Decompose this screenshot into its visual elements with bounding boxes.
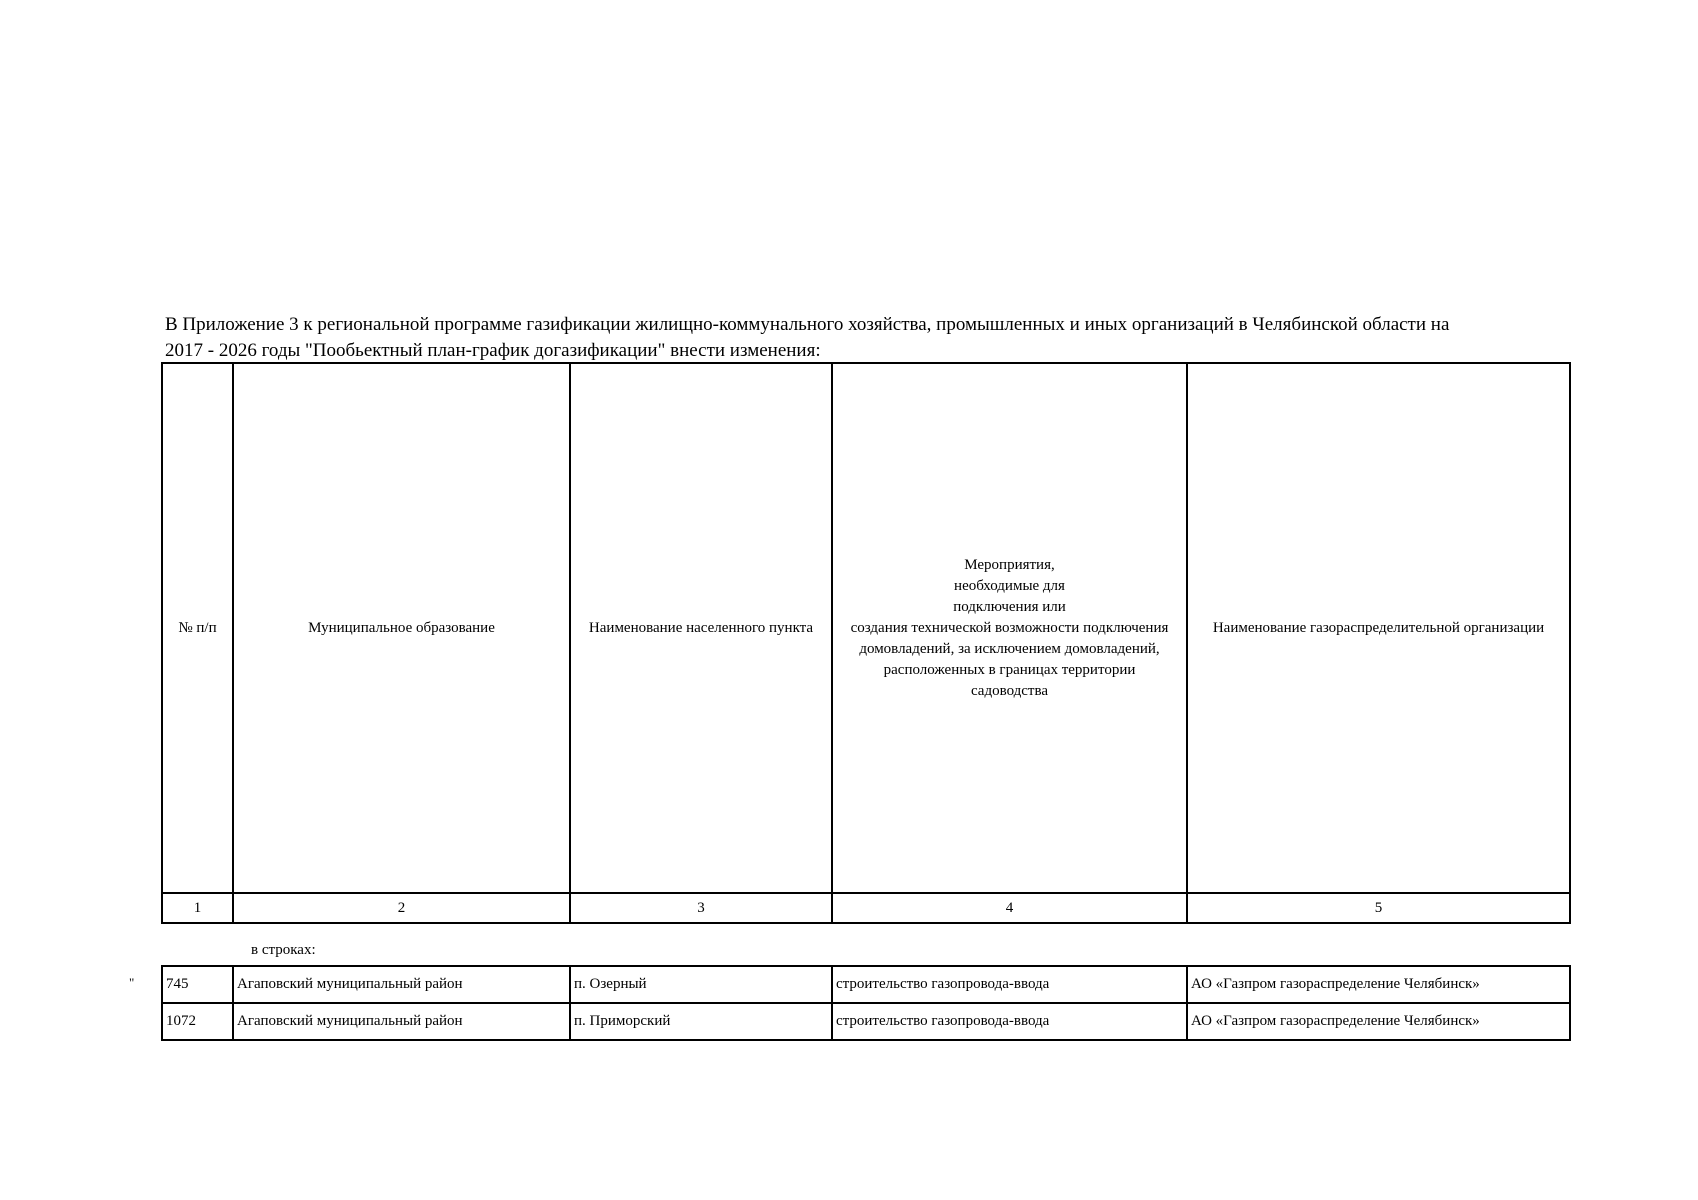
- column-number: 3: [570, 893, 832, 923]
- row-measure: строительство газопровода-ввода: [832, 1003, 1187, 1040]
- header-col-measures-line: расположенных в границах территории: [883, 661, 1136, 678]
- column-number: 2: [233, 893, 570, 923]
- data-table: [161, 965, 1571, 1041]
- row-municipality: Агаповский муниципальный район: [233, 966, 570, 1003]
- row-organization: АО «Газпром газораспределение Челябинск»: [1187, 966, 1570, 1003]
- row-measure: строительство газопровода-ввода: [832, 966, 1187, 1003]
- header-col-settlement: Наименование населенного пункта: [570, 363, 832, 893]
- rows-caption: в строках:: [251, 942, 316, 958]
- header-col-measures-line: необходимые для: [954, 577, 1065, 594]
- header-col-measures: [832, 363, 1187, 893]
- row-organization: АО «Газпром газораспределение Челябинск»: [1187, 1003, 1570, 1040]
- table-row: [162, 1003, 1570, 1040]
- opening-quote-mark: ": [129, 975, 135, 990]
- intro-text: [165, 312, 1565, 364]
- intro-line-2: 2017 - 2026 годы "Пообьектный план-график догазификации" внести изменения:: [165, 340, 821, 361]
- row-number: 1072: [162, 1003, 233, 1040]
- table-row: [162, 966, 1570, 1003]
- row-number: 745: [162, 966, 233, 1003]
- header-col-measures-line: садоводства: [970, 682, 1049, 699]
- header-col-measures-line: подключения или: [953, 598, 1066, 615]
- header-col-measures-line: Мероприятия,: [964, 556, 1055, 573]
- column-number: 1: [162, 893, 233, 923]
- column-number: 4: [832, 893, 1187, 923]
- header-col-measures-line: создания технической возможности подключения: [850, 619, 1169, 636]
- header-table: [161, 362, 1571, 924]
- intro-line-1: В Приложение 3 к региональной программе газификации жилищно-коммунального хозяйства, промышленных и иных организаций в Челябинской области на: [165, 314, 1450, 335]
- row-municipality: Агаповский муниципальный район: [233, 1003, 570, 1040]
- column-number: 5: [1187, 893, 1570, 923]
- header-col-organization: Наименование газораспределительной организации: [1187, 363, 1570, 893]
- header-col-municipality: Муниципальное образование: [233, 363, 570, 893]
- header-row: [162, 363, 1570, 893]
- row-settlement: п. Озерный: [570, 966, 832, 1003]
- column-number-row: [162, 893, 1570, 923]
- header-col-number: № п/п: [162, 363, 233, 893]
- row-settlement: п. Приморский: [570, 1003, 832, 1040]
- header-col-measures-line: домовладений, за исключением домовладений,: [859, 640, 1160, 657]
